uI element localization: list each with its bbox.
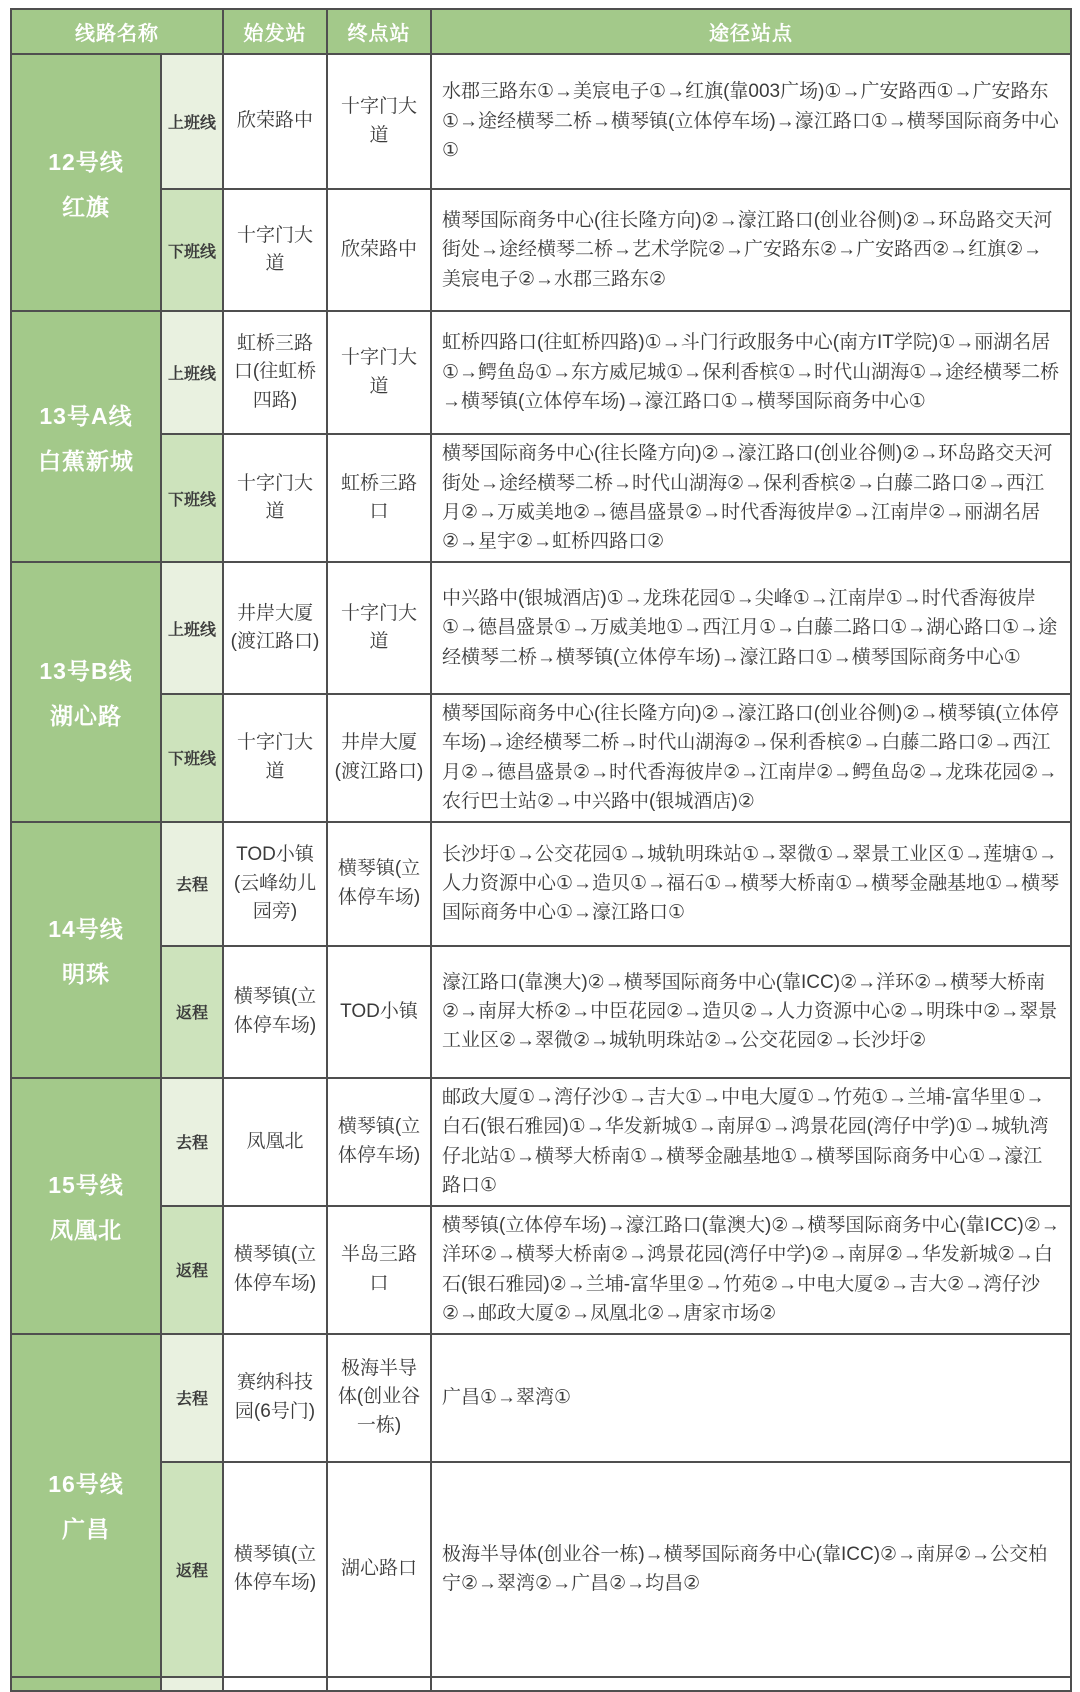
table-row (11, 1462, 1071, 1677)
line-number: 15号线 (48, 1171, 124, 1198)
terminus-cell: 极海半导体(创业谷一栋) (327, 1334, 431, 1462)
direction-cell: 返程 (161, 946, 223, 1078)
stops-cell: 中兴路中(银城酒店)①→龙珠花园①→尖峰①→江南岸①→时代香海彼岸①→德昌盛景①→万威美地①→西江月①→白藤二路口①→湖心路口①→途经横琴二桥→横琴镇(立体停车场)→濠江路口①→横琴国际商务中心① (431, 562, 1071, 694)
line-name-cell (11, 54, 161, 311)
terminus-cell: 横琴镇(立体停车场) (327, 822, 431, 946)
terminus-cell: 虹桥三路口 (327, 434, 431, 562)
table-row (11, 434, 1071, 562)
origin-cell: 横琴镇(立体停车场) (223, 1462, 327, 1677)
terminus-cell: 欣荣路中 (327, 189, 431, 311)
direction-cell: 返程 (161, 1462, 223, 1677)
line-title: 湖心路 (50, 702, 122, 729)
table-header-row (11, 9, 1071, 54)
origin-cell: 欣荣路中 (223, 54, 327, 189)
line-name-cell (11, 562, 161, 822)
line-name-cell (11, 1677, 161, 1691)
stops-cell: 水郡三路东①→美宸电子①→红旗(靠003广场)①→广安路西①→广安路东①→途经横琴二桥→横琴镇(立体停车场)→濠江路口①→横琴国际商务中心① (431, 54, 1071, 189)
line-number: 13号B线 (39, 657, 133, 684)
table-row (11, 54, 1071, 189)
stops-cell: 横琴国际商务中心(往长隆方向)②→濠江路口(创业谷侧)②→环岛路交天河街处→途经横琴二桥→时代山湖海②→保利香槟②→白藤二路口②→西江月②→万威美地②→德昌盛景②→时代香海彼岸②→江南岸②→丽湖名居②→星宇②→虹桥四路口② (431, 434, 1071, 562)
origin-cell: 凤凰北 (223, 1078, 327, 1206)
stops-cell: 虹桥四路口(往虹桥四路)①→斗门行政服务中心(南方IT学院)①→丽湖名居①→鳄鱼岛①→东方威尼城①→保利香槟①→时代山湖海①→途经横琴二桥→横琴镇(立体停车场)→濠江路口①→横琴国际商务中心① (431, 311, 1071, 434)
terminus-cell: 十字门大道 (327, 311, 431, 434)
table-row (11, 189, 1071, 311)
table-row (11, 1078, 1071, 1206)
line-title: 明珠 (62, 960, 110, 987)
direction-cell: 去程 (161, 1078, 223, 1206)
line-name-cell (11, 822, 161, 1078)
direction-cell: 上班线 (161, 54, 223, 189)
line-number: 12号线 (48, 148, 124, 175)
stops-cell (431, 1677, 1071, 1691)
terminus-cell: TOD小镇 (327, 946, 431, 1078)
line-number: 14号线 (48, 915, 124, 942)
stops-cell: 极海半导体(创业谷一栋)→横琴国际商务中心(靠ICC)②→南屏②→公交柏宁②→翠湾②→广昌②→均昌② (431, 1462, 1071, 1677)
terminus-cell: 湖心路口 (327, 1462, 431, 1677)
line-name-cell (11, 1078, 161, 1334)
table-row (11, 946, 1071, 1078)
stops-cell: 广昌①→翠湾① (431, 1334, 1071, 1462)
table-row (11, 822, 1071, 946)
table-row (11, 1334, 1071, 1462)
line-name-cell (11, 311, 161, 562)
line-title: 凤凰北 (50, 1216, 122, 1243)
header-terminus: 终点站 (327, 9, 431, 54)
line-title: 广昌 (62, 1516, 110, 1542)
header-stops: 途径站点 (431, 9, 1071, 54)
terminus-cell: 十字门大道 (327, 562, 431, 694)
origin-cell (223, 1677, 327, 1691)
table-row (11, 694, 1071, 822)
terminus-cell: 半岛三路口 (327, 1206, 431, 1334)
table-row (11, 1206, 1071, 1334)
stops-cell: 横琴镇(立体停车场)→濠江路口(靠澳大)②→横琴国际商务中心(靠ICC)②→洋环②→横琴大桥南②→鸿景花园(湾仔中学)②→南屏②→华发新城②→白石(银石雅园)②→兰埔-富华里②→竹苑②→中电大厦②→吉大②→湾仔沙②→邮政大厦②→凤凰北②→唐家市场② (431, 1206, 1071, 1334)
origin-cell: 横琴镇(立体停车场) (223, 1206, 327, 1334)
line-title: 红旗 (62, 193, 110, 220)
terminus-cell: 井岸大厦(渡江路口) (327, 694, 431, 822)
origin-cell: 十字门大道 (223, 694, 327, 822)
terminus-cell (327, 1677, 431, 1691)
terminus-cell: 十字门大道 (327, 54, 431, 189)
direction-cell: 上班线 (161, 311, 223, 434)
stops-cell: 邮政大厦①→湾仔沙①→吉大①→中电大厦①→竹苑①→兰埔-富华里①→白石(银石雅园)①→华发新城①→南屏①→鸿景花园(湾仔中学)①→城轨湾仔北站①→横琴大桥南①→横琴金融基地①→横琴国际商务中心①→濠江路口① (431, 1078, 1071, 1206)
stops-cell: 长沙圩①→公交花园①→城轨明珠站①→翠微①→翠景工业区①→莲塘①→人力资源中心①→造贝①→福石①→横琴大桥南①→横琴金融基地①→横琴国际商务中心①→濠江路口① (431, 822, 1071, 946)
table-row-partial (11, 1677, 1071, 1691)
stops-cell: 濠江路口(靠澳大)②→横琴国际商务中心(靠ICC)②→洋环②→横琴大桥南②→南屏大桥②→中臣花园②→造贝②→人力资源中心②→明珠中②→翠景工业区②→翠微②→城轨明珠站②→公交花园②→长沙圩② (431, 946, 1071, 1078)
stops-cell: 横琴国际商务中心(往长隆方向)②→濠江路口(创业谷侧)②→横琴镇(立体停车场)→途经横琴二桥→时代山湖海②→保利香槟②→白藤二路口②→西江月②→德昌盛景②→时代香海彼岸②→江南岸②→鳄鱼岛②→龙珠花园②→农行巴士站②→中兴路中(银城酒店)② (431, 694, 1071, 822)
header-line-name: 线路名称 (11, 9, 223, 54)
origin-cell: 虹桥三路口(往虹桥四路) (223, 311, 327, 434)
direction-cell: 下班线 (161, 434, 223, 562)
line-title: 白蕉新城 (38, 447, 134, 474)
direction-cell: 去程 (161, 1334, 223, 1462)
table-row (11, 562, 1071, 694)
direction-cell (161, 1677, 223, 1691)
line-number: 13号A线 (39, 402, 133, 429)
origin-cell: 十字门大道 (223, 189, 327, 311)
terminus-cell: 横琴镇(立体停车场) (327, 1078, 431, 1206)
bus-route-table (10, 8, 1072, 1692)
origin-cell: 赛纳科技园(6号门) (223, 1334, 327, 1462)
direction-cell: 上班线 (161, 562, 223, 694)
origin-cell: TOD小镇(云峰幼儿园旁) (223, 822, 327, 946)
direction-cell: 返程 (161, 1206, 223, 1334)
line-number: 16号线 (48, 1471, 124, 1497)
line-name-cell (11, 1334, 161, 1677)
stops-cell: 横琴国际商务中心(往长隆方向)②→濠江路口(创业谷侧)②→环岛路交天河街处→途经横琴二桥→艺术学院②→广安路东②→广安路西②→红旗②→美宸电子②→水郡三路东② (431, 189, 1071, 311)
origin-cell: 井岸大厦(渡江路口) (223, 562, 327, 694)
direction-cell: 去程 (161, 822, 223, 946)
header-origin: 始发站 (223, 9, 327, 54)
origin-cell: 横琴镇(立体停车场) (223, 946, 327, 1078)
table-row (11, 311, 1071, 434)
direction-cell: 下班线 (161, 694, 223, 822)
direction-cell: 下班线 (161, 189, 223, 311)
origin-cell: 十字门大道 (223, 434, 327, 562)
